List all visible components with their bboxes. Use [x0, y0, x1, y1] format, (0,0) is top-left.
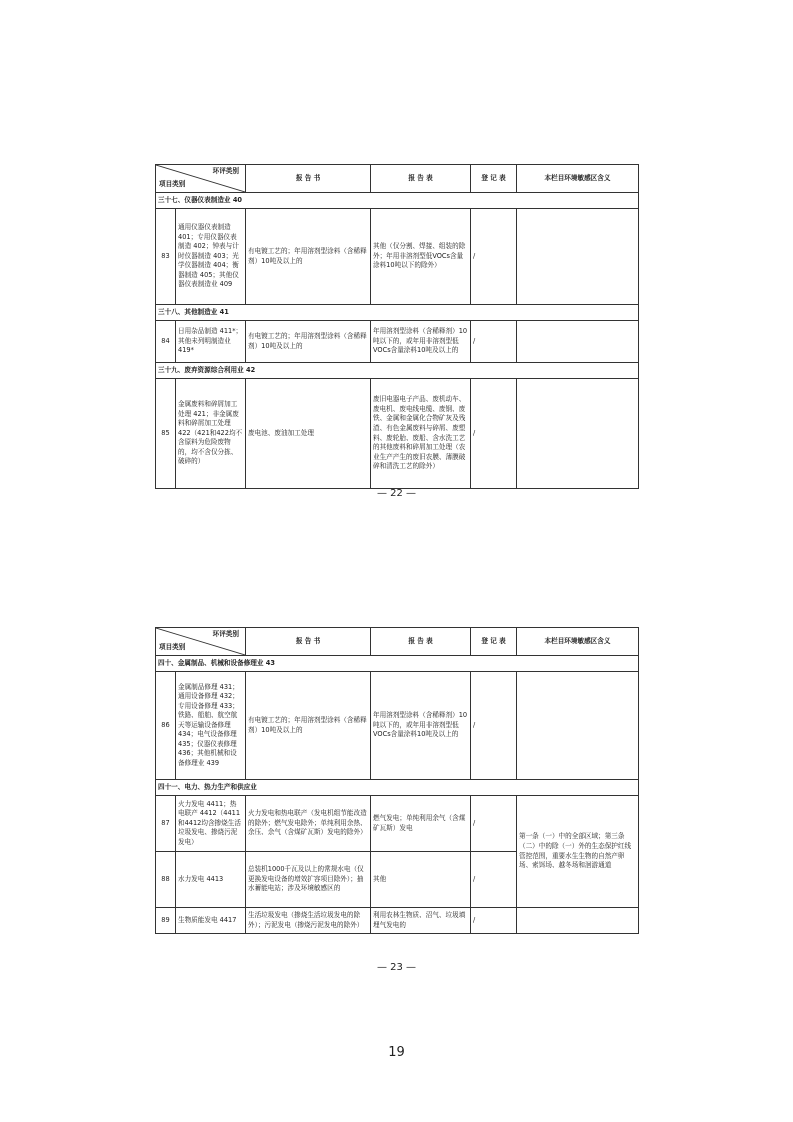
table-row: [156, 379, 639, 489]
row-report-form: 利用农林生物质、沼气、垃圾填埋气发电的: [371, 908, 471, 934]
row-category: 日用杂品制造 411*；其他未列明制造业 419*: [176, 321, 246, 363]
header-col-label: 项目类别: [159, 180, 186, 189]
section-title: 三十八、其他制造业 41: [156, 305, 639, 321]
row-number: 85: [156, 379, 176, 489]
row-category: 水力发电 4413: [176, 852, 246, 908]
row-sensitive: [517, 672, 639, 780]
row-number: 86: [156, 672, 176, 780]
row-number: 88: [156, 852, 176, 908]
header-registration: 登 记 表: [471, 628, 517, 656]
section-row: [156, 305, 639, 321]
row-sensitive: [517, 321, 639, 363]
row-registration: /: [471, 209, 517, 305]
row-report-book: 生活垃圾发电（掺烧生活垃圾发电的除外）；污泥发电（掺烧污泥发电的除外）: [246, 908, 371, 934]
row-registration: /: [471, 852, 517, 908]
header-sensitive: 本栏目环境敏感区含义: [517, 628, 639, 656]
row-report-book: 总装机1000千瓦及以上的常规水电（仅更换发电设备的增效扩容项目除外）；抽水蓄能电站；涉及环境敏感区的: [246, 852, 371, 908]
row-category: 金属制品修理 431；通用设备修理 432；专用设备修理 433；铁路、船舶、航空航天等运输设备修理 434；电气设备修理 435；仪器仪表修理 436；其他机械和设备修理业 439: [176, 672, 246, 780]
section-title: 三十九、废弃资源综合利用业 42: [156, 363, 639, 379]
row-report-book: 有电镀工艺的；年用溶剂型涂料（含稀释剂）10吨及以上的: [246, 672, 371, 780]
header-report-form: 报 告 表: [371, 165, 471, 193]
row-number: 87: [156, 796, 176, 852]
table-row: [156, 796, 639, 852]
row-number: 83: [156, 209, 176, 305]
diagonal-header-cell: [156, 628, 246, 656]
table-row: [156, 672, 639, 780]
header-report-book: 报 告 书: [246, 165, 371, 193]
header-sensitive: 本栏目环境敏感区含义: [517, 165, 639, 193]
row-category: 金属废料和碎屑加工处理 421；非金属废料和碎屑加工处理 422（421和422均不含原料为危险废物的，均不含仅分拣、破碎的）: [176, 379, 246, 489]
diagonal-header-cell: [156, 165, 246, 193]
header-registration: 登 记 表: [471, 165, 517, 193]
row-sensitive: [517, 209, 639, 305]
section-row: [156, 193, 639, 209]
table-row: [156, 908, 639, 934]
row-registration: /: [471, 908, 517, 934]
row-registration: /: [471, 672, 517, 780]
table-row: [156, 209, 639, 305]
row-category: 火力发电 4411；热电联产 4412（4411和4412均含掺烧生活垃圾发电、掺烧污泥发电）: [176, 796, 246, 852]
row-sensitive: [517, 379, 639, 489]
section-title: 四十一、电力、热力生产和供应业: [156, 780, 639, 796]
row-report-form: 废旧电器电子产品、废机动车、废电机、废电线电缆、废钢、废铁、金属和金属化合物矿灰及残渣、有色金属废料与碎屑、废塑料、废轮胎、废船、含水洗工艺的其他废料和碎屑加工处理（农业生产产生的废旧农膜、薄膜破碎和清洗工艺的除外）: [371, 379, 471, 489]
header-report-book: 报 告 书: [246, 628, 371, 656]
row-report-book: 火力发电和热电联产（发电机组节能改造的除外；燃气发电除外；单纯利用余热、余压、余气（含煤矿瓦斯）发电的除外）: [246, 796, 371, 852]
row-report-book: 废电池、废油加工处理: [246, 379, 371, 489]
row-registration: /: [471, 796, 517, 852]
row-category: 通用仪器仪表制造 401；专用仪器仪表制造 402；钟表与计时仪器制造 403；光学仪器制造 404；衡器制造 405；其他仪器仪表制造业 409: [176, 209, 246, 305]
row-report-form: 其他（仅分割、焊接、组装的除外；年用非溶剂型低VOCs含量涂料10吨以下的除外）: [371, 209, 471, 305]
row-report-form: 年用溶剂型涂料（含稀释剂）10吨以下的，或年用非溶剂型低VOCs含量涂料10吨及以上的: [371, 672, 471, 780]
table-page-23: [155, 627, 639, 934]
header-row-label: 环评类别: [212, 630, 239, 638]
header-report-form: 报 告 表: [371, 628, 471, 656]
row-number: 89: [156, 908, 176, 934]
section-row: [156, 780, 639, 796]
page-footer-23: — 23 —: [376, 962, 417, 973]
row-report-form: 其他: [371, 852, 471, 908]
table-header: [156, 165, 639, 193]
row-report-form: 年用溶剂型涂料（含稀释剂）10吨以下的，或年用非溶剂型低VOCs含量涂料10吨及以上的: [371, 321, 471, 363]
row-registration: /: [471, 321, 517, 363]
row-sensitive: 第一条（一）中的全部区域；第三条（二）中的除（一）外的生态保护红线管控范围，重要水生生物的自然产卵场、索饵场、越冬场和洄游通道: [517, 796, 639, 908]
section-title: 三十七、仪器仪表制造业 40: [156, 193, 639, 209]
table-row: [156, 321, 639, 363]
row-registration: /: [471, 379, 517, 489]
header-row-label: 环评类别: [212, 167, 239, 175]
page-footer-22: — 22 —: [376, 488, 417, 499]
section-row: [156, 363, 639, 379]
row-sensitive: [517, 908, 639, 934]
header-col-label: 项目类别: [159, 643, 186, 652]
section-row: [156, 656, 639, 672]
table-header: [156, 628, 639, 656]
row-report-form: 燃气发电；单纯利用余气（含煤矿瓦斯）发电: [371, 796, 471, 852]
page-number: 19: [388, 1045, 405, 1060]
row-report-book: 有电镀工艺的；年用溶剂型涂料（含稀释剂）10吨及以上的: [246, 209, 371, 305]
row-category: 生物质能发电 4417: [176, 908, 246, 934]
row-number: 84: [156, 321, 176, 363]
table-page-22: [155, 164, 639, 489]
row-report-book: 有电镀工艺的；年用溶剂型涂料（含稀释剂）10吨及以上的: [246, 321, 371, 363]
section-title: 四十、金属制品、机械和设备修理业 43: [156, 656, 639, 672]
